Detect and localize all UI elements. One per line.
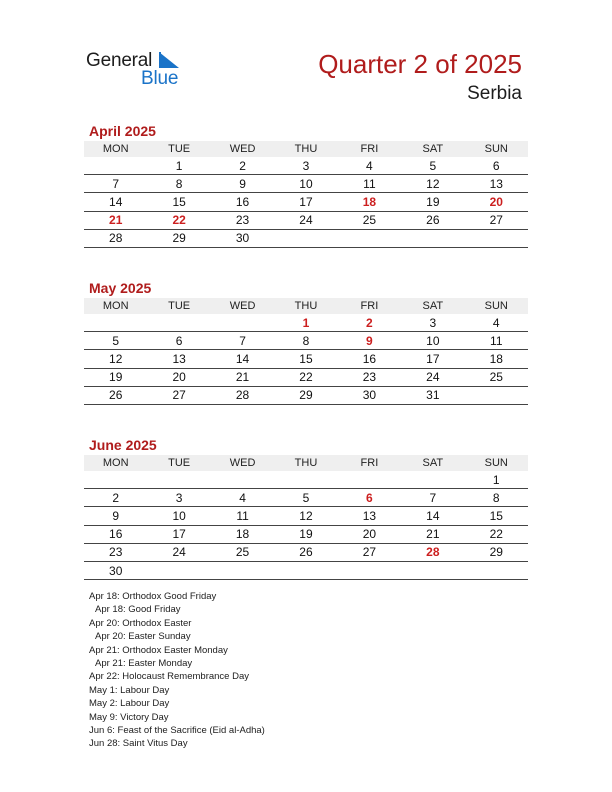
- day-cell: 8: [465, 489, 528, 507]
- day-cell: 15: [465, 507, 528, 525]
- day-cell: 24: [274, 211, 337, 229]
- week-row: [84, 332, 528, 350]
- weekday-header: MON: [84, 298, 147, 314]
- day-cell: [401, 561, 464, 579]
- day-cell: 2: [211, 157, 274, 175]
- day-cell: 23: [211, 211, 274, 229]
- holiday-day-cell: 2: [338, 314, 401, 332]
- day-cell: 6: [465, 157, 528, 175]
- weekday-header: TUE: [147, 455, 210, 471]
- weekday-header: FRI: [338, 141, 401, 157]
- day-cell: 1: [465, 471, 528, 489]
- day-cell: 10: [147, 507, 210, 525]
- day-cell: 25: [338, 211, 401, 229]
- week-row: [84, 471, 528, 489]
- day-cell: 22: [274, 368, 337, 386]
- day-cell: 30: [211, 229, 274, 247]
- day-cell: 11: [211, 507, 274, 525]
- day-cell: 28: [84, 229, 147, 247]
- day-cell: 20: [338, 525, 401, 543]
- day-cell: 13: [338, 507, 401, 525]
- weekday-header: MON: [84, 141, 147, 157]
- weekday-header: SUN: [465, 298, 528, 314]
- day-cell: [211, 314, 274, 332]
- month-title: June 2025: [89, 437, 157, 453]
- week-row: [84, 175, 528, 193]
- weekday-header: MON: [84, 455, 147, 471]
- day-cell: 13: [147, 350, 210, 368]
- holiday-item: May 1: Labour Day: [89, 684, 170, 696]
- day-cell: 4: [465, 314, 528, 332]
- holiday-item: Apr 20: Easter Sunday: [95, 631, 191, 643]
- day-cell: [84, 314, 147, 332]
- day-cell: 8: [274, 332, 337, 350]
- day-cell: [211, 471, 274, 489]
- day-cell: 13: [465, 175, 528, 193]
- weekday-header: THU: [274, 455, 337, 471]
- day-cell: 19: [401, 193, 464, 211]
- holiday-item: Jun 6: Feast of the Sacrifice (Eid al-Adha): [89, 725, 265, 737]
- day-cell: 16: [338, 350, 401, 368]
- day-cell: 27: [147, 386, 210, 404]
- day-cell: 28: [211, 386, 274, 404]
- day-cell: 5: [274, 489, 337, 507]
- day-cell: [465, 561, 528, 579]
- holiday-item: Apr 20: Orthodox Easter: [89, 617, 192, 629]
- day-cell: 16: [211, 193, 274, 211]
- holiday-day-cell: 9: [338, 332, 401, 350]
- holiday-item: May 2: Labour Day: [89, 698, 170, 710]
- day-cell: [338, 229, 401, 247]
- day-cell: [465, 386, 528, 404]
- day-cell: 20: [147, 368, 210, 386]
- holiday-day-cell: 18: [338, 193, 401, 211]
- page-title: Quarter 2 of 2025: [318, 49, 522, 79]
- day-cell: 12: [84, 350, 147, 368]
- day-cell: 7: [211, 332, 274, 350]
- day-cell: 17: [147, 525, 210, 543]
- day-cell: 17: [401, 350, 464, 368]
- day-cell: 15: [274, 350, 337, 368]
- day-cell: 4: [338, 157, 401, 175]
- week-row: [84, 543, 528, 561]
- day-cell: [84, 157, 147, 175]
- holiday-day-cell: 28: [401, 543, 464, 561]
- week-row: [84, 525, 528, 543]
- day-cell: 23: [84, 543, 147, 561]
- weekday-header: SAT: [401, 298, 464, 314]
- weekday-header: SAT: [401, 141, 464, 157]
- holiday-item: May 9: Victory Day: [89, 711, 169, 723]
- week-row: [84, 314, 528, 332]
- day-cell: [274, 561, 337, 579]
- day-cell: 10: [274, 175, 337, 193]
- day-cell: 8: [147, 175, 210, 193]
- day-cell: 29: [147, 229, 210, 247]
- day-cell: [147, 471, 210, 489]
- weekday-header: WED: [211, 141, 274, 157]
- day-cell: [338, 561, 401, 579]
- day-cell: 31: [401, 386, 464, 404]
- day-cell: 9: [84, 507, 147, 525]
- day-cell: 21: [401, 525, 464, 543]
- day-cell: 24: [401, 368, 464, 386]
- day-cell: 15: [147, 193, 210, 211]
- holiday-item: Apr 21: Orthodox Easter Monday: [89, 644, 228, 656]
- week-row: [84, 386, 528, 404]
- holiday-list: [89, 590, 265, 751]
- weekday-header: TUE: [147, 298, 210, 314]
- day-cell: 24: [147, 543, 210, 561]
- day-cell: 18: [211, 525, 274, 543]
- month-grid: [84, 455, 528, 580]
- day-cell: [84, 471, 147, 489]
- holiday-day-cell: 20: [465, 193, 528, 211]
- weekday-header: SAT: [401, 455, 464, 471]
- day-cell: 27: [465, 211, 528, 229]
- day-cell: 3: [274, 157, 337, 175]
- weekday-header: SUN: [465, 455, 528, 471]
- day-cell: 12: [401, 175, 464, 193]
- day-cell: [211, 561, 274, 579]
- month-calendar: [84, 280, 528, 405]
- day-cell: 21: [211, 368, 274, 386]
- day-cell: 29: [465, 543, 528, 561]
- day-cell: 30: [338, 386, 401, 404]
- week-row: [84, 229, 528, 247]
- weekday-header: FRI: [338, 455, 401, 471]
- day-cell: 3: [147, 489, 210, 507]
- holiday-item: Jun 28: Saint Vitus Day: [89, 738, 188, 750]
- weekday-header: THU: [274, 141, 337, 157]
- holiday-item: Apr 22: Holocaust Remembrance Day: [89, 671, 249, 683]
- week-row: [84, 489, 528, 507]
- day-cell: 26: [84, 386, 147, 404]
- country-name: Serbia: [467, 83, 522, 104]
- day-cell: 14: [401, 507, 464, 525]
- day-cell: 4: [211, 489, 274, 507]
- day-cell: 5: [84, 332, 147, 350]
- day-cell: 5: [401, 157, 464, 175]
- month-calendar: [84, 437, 528, 580]
- month-grid: [84, 141, 528, 248]
- day-cell: 25: [211, 543, 274, 561]
- day-cell: 19: [84, 368, 147, 386]
- logo: [86, 50, 196, 94]
- day-cell: 2: [84, 489, 147, 507]
- week-row: [84, 211, 528, 229]
- day-cell: 22: [465, 525, 528, 543]
- weekday-header: THU: [274, 298, 337, 314]
- weekday-header: SUN: [465, 141, 528, 157]
- day-cell: [465, 229, 528, 247]
- week-row: [84, 368, 528, 386]
- day-cell: 23: [338, 368, 401, 386]
- holiday-item: Apr 21: Easter Monday: [95, 658, 193, 670]
- day-cell: 27: [338, 543, 401, 561]
- day-cell: [274, 229, 337, 247]
- day-cell: 26: [274, 543, 337, 561]
- weekday-header: FRI: [338, 298, 401, 314]
- day-cell: 30: [84, 561, 147, 579]
- day-cell: 16: [84, 525, 147, 543]
- logo-flag-icon: [159, 52, 179, 68]
- day-cell: [274, 471, 337, 489]
- week-row: [84, 193, 528, 211]
- day-cell: 1: [147, 157, 210, 175]
- day-cell: 17: [274, 193, 337, 211]
- day-cell: [147, 314, 210, 332]
- holiday-item: Apr 18: Good Friday: [95, 604, 181, 616]
- day-cell: 12: [274, 507, 337, 525]
- week-row: [84, 507, 528, 525]
- day-cell: 3: [401, 314, 464, 332]
- weekday-header: TUE: [147, 141, 210, 157]
- day-cell: 11: [465, 332, 528, 350]
- month-title: May 2025: [89, 280, 152, 296]
- week-row: [84, 350, 528, 368]
- day-cell: 7: [401, 489, 464, 507]
- day-cell: 7: [84, 175, 147, 193]
- day-cell: 9: [211, 175, 274, 193]
- holiday-day-cell: 21: [84, 211, 147, 229]
- day-cell: 6: [147, 332, 210, 350]
- day-cell: 10: [401, 332, 464, 350]
- day-cell: 26: [401, 211, 464, 229]
- day-cell: 14: [84, 193, 147, 211]
- holiday-day-cell: 1: [274, 314, 337, 332]
- day-cell: 29: [274, 386, 337, 404]
- day-cell: 11: [338, 175, 401, 193]
- day-cell: 14: [211, 350, 274, 368]
- logo-blue-text: Blue: [141, 68, 179, 89]
- day-cell: [338, 471, 401, 489]
- day-cell: [147, 561, 210, 579]
- month-grid: [84, 298, 528, 405]
- logo-general-text: General: [86, 50, 153, 71]
- day-cell: [401, 229, 464, 247]
- day-cell: 18: [465, 350, 528, 368]
- day-cell: 25: [465, 368, 528, 386]
- holiday-item: Apr 18: Orthodox Good Friday: [89, 591, 217, 602]
- holiday-day-cell: 6: [338, 489, 401, 507]
- weekday-header: WED: [211, 298, 274, 314]
- holiday-day-cell: 22: [147, 211, 210, 229]
- week-row: [84, 157, 528, 175]
- week-row: [84, 561, 528, 579]
- weekday-header: WED: [211, 455, 274, 471]
- day-cell: [401, 471, 464, 489]
- day-cell: 19: [274, 525, 337, 543]
- month-calendar: [84, 123, 528, 248]
- month-title: April 2025: [89, 123, 156, 139]
